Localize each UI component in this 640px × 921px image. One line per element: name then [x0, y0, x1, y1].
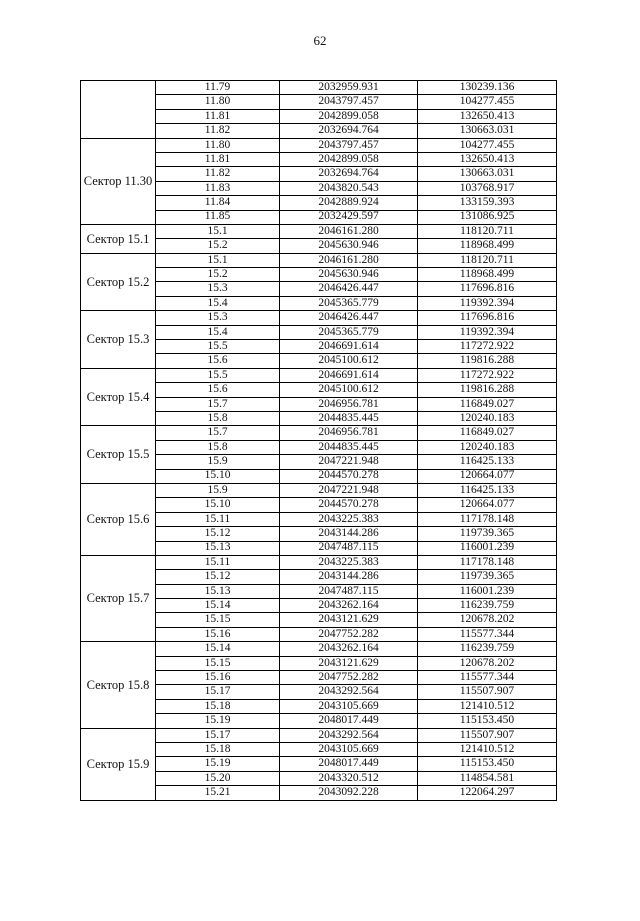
y-coordinate-cell: 117696.816: [418, 311, 557, 325]
x-coordinate-cell: 2046691.614: [280, 340, 418, 354]
point-number-cell: 15.7: [156, 426, 280, 440]
y-coordinate-cell: 117178.148: [418, 555, 557, 569]
y-coordinate-cell: 119816.288: [418, 354, 557, 368]
y-coordinate-cell: 115577.344: [418, 671, 557, 685]
x-coordinate-cell: 2043225.383: [280, 555, 418, 569]
table-row: [81, 81, 557, 95]
x-coordinate-cell: 2032959.931: [280, 81, 418, 95]
x-coordinate-cell: 2047221.948: [280, 483, 418, 497]
point-number-cell: 15.9: [156, 455, 280, 469]
point-number-cell: 15.19: [156, 757, 280, 771]
y-coordinate-cell: 104277.455: [418, 95, 557, 109]
y-coordinate-cell: 116001.239: [418, 541, 557, 555]
point-number-cell: 11.81: [156, 109, 280, 123]
y-coordinate-cell: 117272.922: [418, 340, 557, 354]
y-coordinate-cell: 119392.394: [418, 296, 557, 310]
y-coordinate-cell: 118968.499: [418, 268, 557, 282]
x-coordinate-cell: 2046956.781: [280, 397, 418, 411]
x-coordinate-cell: 2045365.779: [280, 325, 418, 339]
x-coordinate-cell: 2045100.612: [280, 354, 418, 368]
y-coordinate-cell: 120664.077: [418, 498, 557, 512]
y-coordinate-cell: 119739.365: [418, 570, 557, 584]
x-coordinate-cell: 2046426.447: [280, 282, 418, 296]
x-coordinate-cell: 2042899.058: [280, 109, 418, 123]
y-coordinate-cell: 116849.027: [418, 397, 557, 411]
x-coordinate-cell: 2044570.278: [280, 469, 418, 483]
table-row: [81, 138, 557, 152]
x-coordinate-cell: 2047221.948: [280, 455, 418, 469]
point-number-cell: 11.80: [156, 138, 280, 152]
point-number-cell: 15.1: [156, 253, 280, 267]
y-coordinate-cell: 118120.711: [418, 224, 557, 238]
x-coordinate-cell: 2043262.164: [280, 599, 418, 613]
x-coordinate-cell: 2043144.286: [280, 527, 418, 541]
point-number-cell: 15.5: [156, 368, 280, 382]
sector-name-cell: Сектор 15.7: [81, 555, 156, 641]
x-coordinate-cell: 2043105.669: [280, 742, 418, 756]
x-coordinate-cell: 2044835.445: [280, 440, 418, 454]
point-number-cell: 15.15: [156, 613, 280, 627]
sector-name-cell: Сектор 11.30: [81, 138, 156, 224]
point-number-cell: 15.10: [156, 469, 280, 483]
x-coordinate-cell: 2042899.058: [280, 152, 418, 166]
point-number-cell: 15.11: [156, 512, 280, 526]
x-coordinate-cell: 2043797.457: [280, 138, 418, 152]
point-number-cell: 15.3: [156, 311, 280, 325]
point-number-cell: 15.1: [156, 224, 280, 238]
point-number-cell: 15.16: [156, 627, 280, 641]
y-coordinate-cell: 117696.816: [418, 282, 557, 296]
point-number-cell: 15.12: [156, 527, 280, 541]
y-coordinate-cell: 116239.759: [418, 642, 557, 656]
point-number-cell: 11.83: [156, 181, 280, 195]
point-number-cell: 15.5: [156, 340, 280, 354]
y-coordinate-cell: 116425.133: [418, 483, 557, 497]
point-number-cell: 15.14: [156, 599, 280, 613]
y-coordinate-cell: 117272.922: [418, 368, 557, 382]
x-coordinate-cell: 2047752.282: [280, 627, 418, 641]
y-coordinate-cell: 132650.413: [418, 152, 557, 166]
y-coordinate-cell: 104277.455: [418, 138, 557, 152]
y-coordinate-cell: 120664.077: [418, 469, 557, 483]
y-coordinate-cell: 120240.183: [418, 440, 557, 454]
point-number-cell: 15.17: [156, 685, 280, 699]
y-coordinate-cell: 114854.581: [418, 771, 557, 785]
y-coordinate-cell: 119392.394: [418, 325, 557, 339]
point-number-cell: 15.13: [156, 584, 280, 598]
y-coordinate-cell: 116239.759: [418, 599, 557, 613]
table-row: [81, 368, 557, 382]
y-coordinate-cell: 120240.183: [418, 411, 557, 425]
sector-name-cell: Сектор 15.4: [81, 368, 156, 426]
y-coordinate-cell: 121410.512: [418, 699, 557, 713]
y-coordinate-cell: 130239.136: [418, 81, 557, 95]
table-row: [81, 253, 557, 267]
x-coordinate-cell: 2047487.115: [280, 541, 418, 555]
y-coordinate-cell: 115507.907: [418, 728, 557, 742]
sector-name-cell: Сектор 15.1: [81, 224, 156, 253]
x-coordinate-cell: 2032429.597: [280, 210, 418, 224]
point-number-cell: 11.84: [156, 196, 280, 210]
sector-name-cell: Сектор 15.3: [81, 311, 156, 369]
point-number-cell: 15.12: [156, 570, 280, 584]
x-coordinate-cell: 2043225.383: [280, 512, 418, 526]
point-number-cell: 15.16: [156, 671, 280, 685]
point-number-cell: 15.7: [156, 397, 280, 411]
page-number: 62: [313, 33, 327, 48]
y-coordinate-cell: 130663.031: [418, 124, 557, 138]
x-coordinate-cell: 2047487.115: [280, 584, 418, 598]
table-row: [81, 483, 557, 497]
point-number-cell: 15.11: [156, 555, 280, 569]
y-coordinate-cell: 115507.907: [418, 685, 557, 699]
y-coordinate-cell: 119739.365: [418, 527, 557, 541]
point-number-cell: 15.14: [156, 642, 280, 656]
y-coordinate-cell: 103768.917: [418, 181, 557, 195]
point-number-cell: 11.79: [156, 81, 280, 95]
y-coordinate-cell: 133159.393: [418, 196, 557, 210]
y-coordinate-cell: 121410.512: [418, 742, 557, 756]
sector-name-cell: [81, 81, 156, 139]
x-coordinate-cell: 2044570.278: [280, 498, 418, 512]
x-coordinate-cell: 2043105.669: [280, 699, 418, 713]
x-coordinate-cell: 2043092.228: [280, 786, 418, 800]
table-row: [81, 311, 557, 325]
x-coordinate-cell: 2048017.449: [280, 757, 418, 771]
coordinates-table-body: [81, 81, 557, 801]
table-row: [81, 555, 557, 569]
table-row: [81, 642, 557, 656]
y-coordinate-cell: 130663.031: [418, 167, 557, 181]
point-number-cell: 15.4: [156, 325, 280, 339]
sector-name-cell: Сектор 15.8: [81, 642, 156, 728]
point-number-cell: 15.9: [156, 483, 280, 497]
y-coordinate-cell: 116849.027: [418, 426, 557, 440]
y-coordinate-cell: 116001.239: [418, 584, 557, 598]
x-coordinate-cell: 2046691.614: [280, 368, 418, 382]
y-coordinate-cell: 115577.344: [418, 627, 557, 641]
point-number-cell: 11.82: [156, 124, 280, 138]
sector-name-cell: Сектор 15.2: [81, 253, 156, 311]
x-coordinate-cell: 2046426.447: [280, 311, 418, 325]
x-coordinate-cell: 2043121.629: [280, 656, 418, 670]
table-row: [81, 224, 557, 238]
x-coordinate-cell: 2045630.946: [280, 268, 418, 282]
x-coordinate-cell: 2042889.924: [280, 196, 418, 210]
x-coordinate-cell: 2043144.286: [280, 570, 418, 584]
point-number-cell: 15.17: [156, 728, 280, 742]
point-number-cell: 11.81: [156, 152, 280, 166]
y-coordinate-cell: 118120.711: [418, 253, 557, 267]
x-coordinate-cell: 2044835.445: [280, 411, 418, 425]
point-number-cell: 15.6: [156, 383, 280, 397]
point-number-cell: 15.2: [156, 268, 280, 282]
point-number-cell: 11.82: [156, 167, 280, 181]
x-coordinate-cell: 2046161.280: [280, 224, 418, 238]
point-number-cell: 15.3: [156, 282, 280, 296]
x-coordinate-cell: 2045630.946: [280, 239, 418, 253]
point-number-cell: 15.13: [156, 541, 280, 555]
point-number-cell: 15.4: [156, 296, 280, 310]
point-number-cell: 11.85: [156, 210, 280, 224]
x-coordinate-cell: 2045100.612: [280, 383, 418, 397]
x-coordinate-cell: 2043797.457: [280, 95, 418, 109]
y-coordinate-cell: 118968.499: [418, 239, 557, 253]
x-coordinate-cell: 2043292.564: [280, 728, 418, 742]
x-coordinate-cell: 2046161.280: [280, 253, 418, 267]
point-number-cell: 15.21: [156, 786, 280, 800]
y-coordinate-cell: 115153.450: [418, 757, 557, 771]
point-number-cell: 15.20: [156, 771, 280, 785]
y-coordinate-cell: 115153.450: [418, 714, 557, 728]
y-coordinate-cell: 120678.202: [418, 613, 557, 627]
x-coordinate-cell: 2043292.564: [280, 685, 418, 699]
sector-name-cell: Сектор 15.5: [81, 426, 156, 484]
point-number-cell: 15.19: [156, 714, 280, 728]
y-coordinate-cell: 122064.297: [418, 786, 557, 800]
point-number-cell: 15.10: [156, 498, 280, 512]
y-coordinate-cell: 120678.202: [418, 656, 557, 670]
y-coordinate-cell: 131086.925: [418, 210, 557, 224]
x-coordinate-cell: 2048017.449: [280, 714, 418, 728]
x-coordinate-cell: 2043820.543: [280, 181, 418, 195]
table-row: [81, 426, 557, 440]
coordinates-table: [80, 80, 557, 801]
x-coordinate-cell: 2046956.781: [280, 426, 418, 440]
point-number-cell: 15.6: [156, 354, 280, 368]
point-number-cell: 15.18: [156, 699, 280, 713]
x-coordinate-cell: 2032694.764: [280, 167, 418, 181]
x-coordinate-cell: 2043121.629: [280, 613, 418, 627]
x-coordinate-cell: 2045365.779: [280, 296, 418, 310]
x-coordinate-cell: 2047752.282: [280, 671, 418, 685]
y-coordinate-cell: 119816.288: [418, 383, 557, 397]
x-coordinate-cell: 2032694.764: [280, 124, 418, 138]
y-coordinate-cell: 132650.413: [418, 109, 557, 123]
sector-name-cell: Сектор 15.6: [81, 483, 156, 555]
y-coordinate-cell: 116425.133: [418, 455, 557, 469]
point-number-cell: 15.15: [156, 656, 280, 670]
x-coordinate-cell: 2043262.164: [280, 642, 418, 656]
x-coordinate-cell: 2043320.512: [280, 771, 418, 785]
y-coordinate-cell: 117178.148: [418, 512, 557, 526]
point-number-cell: 15.2: [156, 239, 280, 253]
point-number-cell: 15.8: [156, 411, 280, 425]
point-number-cell: 15.18: [156, 742, 280, 756]
point-number-cell: 11.80: [156, 95, 280, 109]
point-number-cell: 15.8: [156, 440, 280, 454]
table-row: [81, 728, 557, 742]
sector-name-cell: Сектор 15.9: [81, 728, 156, 800]
